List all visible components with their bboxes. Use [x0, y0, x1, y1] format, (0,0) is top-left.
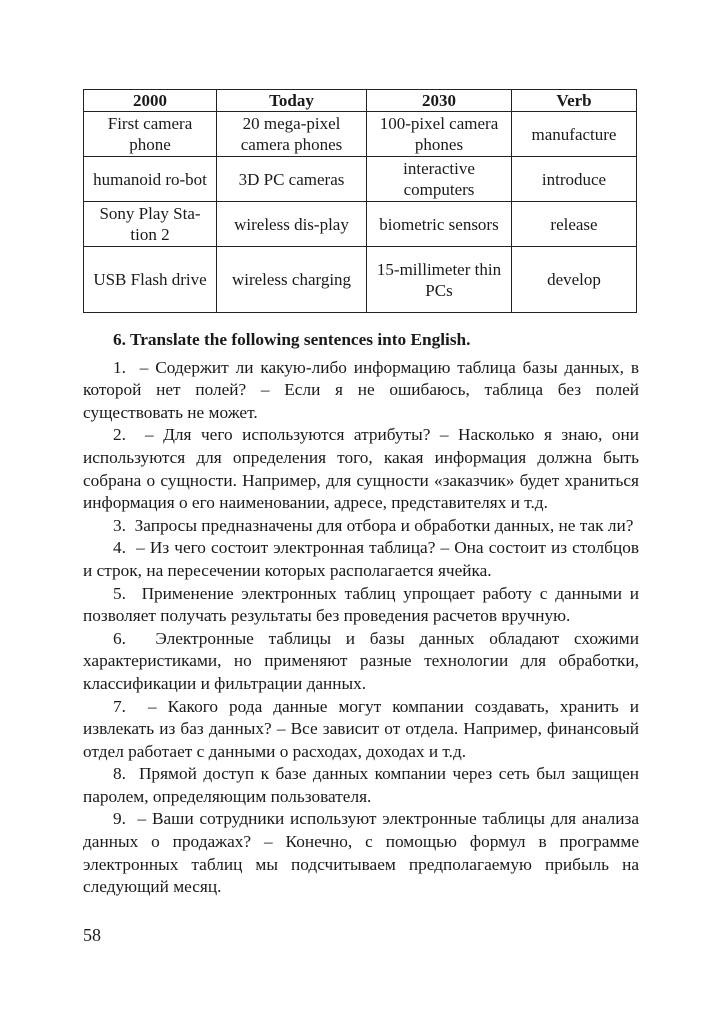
- sentence-item: [83, 583, 639, 628]
- item-text: – Содержит ли какую-либо информацию таблица базы данных, в которой нет полей? – Если я не ошибаюсь, таблица без полей существовать не может.: [83, 357, 639, 422]
- sentence-item: [83, 515, 639, 538]
- table-cell: interactive computers: [367, 157, 512, 202]
- table-cell: Sony Play Sta-tion 2: [84, 202, 217, 247]
- table-cell: release: [512, 202, 637, 247]
- table-cell: biometric sensors: [367, 202, 512, 247]
- table-cell: 3D PC cameras: [217, 157, 367, 202]
- exercise-heading: 6. Translate the following sentences into English.: [113, 330, 471, 349]
- page-number: 58: [83, 925, 101, 945]
- sentence-item: [83, 537, 639, 582]
- item-text: – Какого рода данные могут компании создавать, хранить и извлекать из баз данных? – Все зависит от отдела. Например, финансовый отдел работает с данными о расходах, доходах и т.д.: [83, 696, 640, 761]
- item-text: – Ваши сотрудники используют электронные таблицы для анализа данных о продажах? – Конечно, с помощью формул в программе электронных таблиц мы подсчитываем предполагаемую прибыль на следующий месяц.: [83, 809, 639, 897]
- table-cell: USB Flash drive: [84, 247, 217, 313]
- table-row: [84, 202, 637, 247]
- item-number: 6.: [113, 628, 126, 648]
- table-row: [84, 247, 637, 313]
- item-text: Запросы предназначены для отбора и обработки данных, не так ли?: [134, 515, 634, 535]
- sentence-item: [83, 357, 639, 425]
- item-text: Применение электронных таблиц упрощает работу с данными и позволяет получать результаты без проведения расчетов вручную.: [83, 583, 639, 626]
- table-row: [84, 157, 637, 202]
- item-number: 4.: [113, 538, 126, 558]
- table-cell: introduce: [512, 157, 637, 202]
- table-row: [84, 112, 637, 157]
- sentence-item: [83, 808, 639, 898]
- table-cell: wireless charging: [217, 247, 367, 313]
- vocabulary-table: [83, 89, 637, 313]
- column-header: Verb: [512, 90, 637, 112]
- item-text: – Для чего используются атрибуты? – Насколько я знаю, они используются для определения того, какая информация должна быть собрана о сущности. Например, для сущности «заказчик» будет храниться информация о его наименовании, адресе, представителях и т.д.: [83, 425, 640, 513]
- item-number: 3.: [113, 515, 126, 535]
- item-number: 5.: [113, 583, 126, 603]
- item-text: – Из чего состоит электронная таблица? – Она состоит из столбцов и строк, на пересечении которых располагается ячейка.: [83, 538, 639, 580]
- sentence-item: [83, 763, 639, 808]
- item-number: 8.: [113, 764, 126, 784]
- sentence-item: [83, 696, 639, 764]
- column-header: Today: [217, 90, 367, 112]
- item-text: Прямой доступ к базе данных компании через сеть был защищен паролем, определяющим пользователя.: [83, 764, 639, 806]
- table-cell: humanoid ro-bot: [84, 157, 217, 202]
- table-cell: manufacture: [512, 112, 637, 157]
- sentence-item: [83, 424, 639, 514]
- table-cell: wireless dis-play: [217, 202, 367, 247]
- table-cell: 20 mega-pixel camera phones: [217, 112, 367, 157]
- table-header-row: [84, 90, 637, 112]
- exercise-section: [83, 329, 639, 899]
- column-header: 2000: [84, 90, 217, 112]
- item-number: 9.: [113, 809, 126, 829]
- item-number: 7.: [113, 696, 126, 716]
- item-number: 1.: [113, 357, 126, 377]
- table-cell: 15-millimeter thin PCs: [367, 247, 512, 313]
- sentence-item: [83, 628, 639, 696]
- table-cell: First camera phone: [84, 112, 217, 157]
- table-cell: 100-pixel camera phones: [367, 112, 512, 157]
- table-cell: develop: [512, 247, 637, 313]
- item-number: 2.: [113, 425, 126, 445]
- column-header: 2030: [367, 90, 512, 112]
- item-text: Электронные таблицы и базы данных обладают схожими характеристиками, но применяют разные технологии для обработки, классификации и фильтрации данных.: [83, 628, 639, 693]
